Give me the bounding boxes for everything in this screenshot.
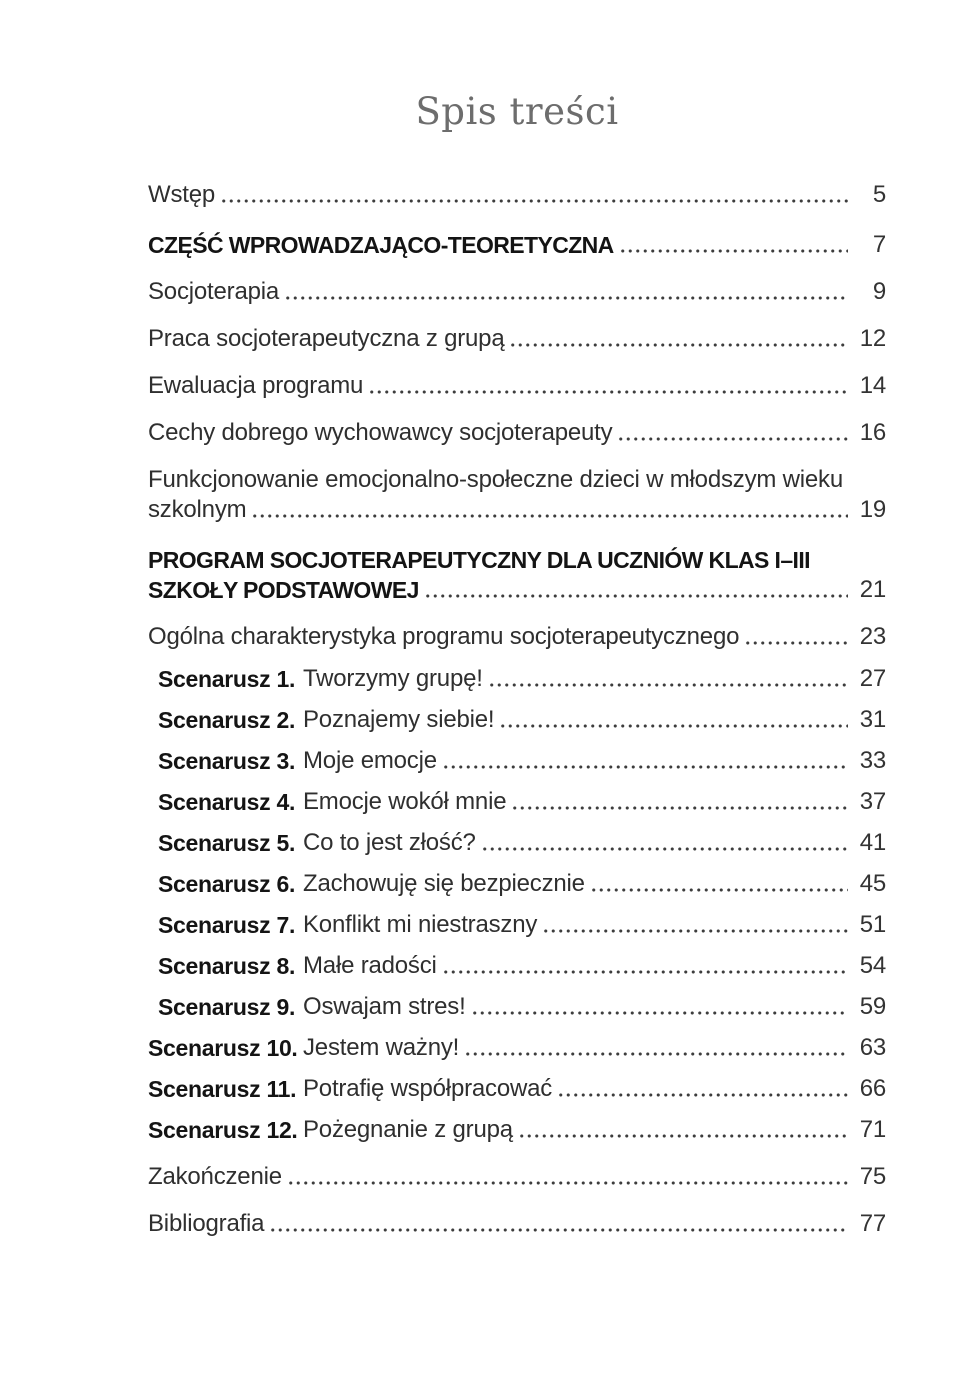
scenario-label: Scenarusz 1. [158, 666, 296, 692]
scenario-label: Scenarusz 2. [158, 707, 296, 733]
page-number: 37 [859, 788, 886, 815]
toc-scenario-entry [148, 1035, 886, 1061]
page-number: 45 [859, 870, 886, 897]
toc-entry [148, 467, 886, 493]
page-number: 59 [859, 993, 886, 1020]
scenario-label: Scenarusz 6. [158, 871, 296, 897]
dot-leader [284, 294, 848, 302]
toc-scenario-entry [148, 666, 886, 692]
page-number: 16 [859, 419, 886, 446]
entry-title: Małe radości [303, 952, 437, 979]
entry-title: Konflikt mi niestraszny [303, 911, 538, 938]
scenario-label: Scenarusz 8. [158, 953, 296, 979]
dot-leader [269, 1226, 848, 1234]
entry-title-line2: SZKOŁY PODSTAWOWEJ [148, 577, 419, 603]
toc-scenario-entry [148, 871, 886, 897]
dot-leader [509, 341, 848, 349]
scenario-label: Scenarusz 4. [158, 789, 296, 815]
page-number: 41 [859, 829, 886, 856]
dot-leader [617, 435, 848, 443]
page-number: 75 [859, 1163, 886, 1190]
page-number: 54 [859, 952, 886, 979]
dot-leader [557, 1091, 848, 1099]
entry-title: Tworzymy grupę! [303, 665, 483, 692]
entry-title: CZĘŚĆ WPROWADZAJĄCO-TEORETYCZNA [148, 232, 614, 258]
page-number: 12 [859, 325, 886, 352]
page-number: 66 [859, 1075, 886, 1102]
scenario-label: Scenarusz 11. [148, 1076, 297, 1102]
scenario-label: Scenarusz 12. [148, 1117, 298, 1143]
entry-title: Potrafię współpracować [303, 1075, 553, 1102]
toc-entry [148, 420, 886, 446]
toc-scenario-entry [148, 830, 886, 856]
toc-entry [148, 373, 886, 399]
toc-entry [148, 279, 886, 305]
page-number: 51 [859, 911, 886, 938]
toc-entry [148, 1164, 886, 1190]
toc-heading-entry [148, 232, 886, 258]
toc-scenario-entry [148, 994, 886, 1020]
entry-title: Moje emocje [303, 747, 437, 774]
dot-leader [488, 681, 848, 689]
toc-scenario-entry [148, 748, 886, 774]
toc-entry [148, 497, 886, 523]
toc-entry [148, 326, 886, 352]
page-number: 31 [859, 706, 886, 733]
dot-leader [368, 388, 848, 396]
page-number: 71 [859, 1116, 886, 1143]
toc-heading-entry [148, 577, 886, 603]
entry-title-line1: Funkcjonowanie emocjonalno-społeczne dzieci w młodszym wieku [148, 466, 843, 493]
entry-title: Wstęp [148, 181, 216, 208]
entry-title: Socjoterapia [148, 278, 280, 305]
page-number: 77 [859, 1210, 886, 1237]
toc-scenario-entry [148, 707, 886, 733]
dot-leader [251, 512, 848, 520]
entry-title: Bibliografia [148, 1210, 265, 1237]
dot-leader [481, 845, 848, 853]
page-number: 14 [859, 372, 886, 399]
toc-scenario-entry [148, 912, 886, 938]
entry-title: Oswajam stres! [303, 993, 466, 1020]
toc-entry [148, 1211, 886, 1237]
dot-leader [542, 927, 848, 935]
entry-title: Cechy dobrego wychowawcy socjoterapeuty [148, 419, 613, 446]
entry-title: Praca socjoterapeutyczna z grupą [148, 325, 505, 352]
entry-title: Co to jest złość? [303, 829, 476, 856]
dot-leader [499, 722, 848, 730]
dot-leader [619, 247, 848, 255]
scenario-label: Scenarusz 10. [148, 1035, 298, 1061]
scenario-label: Scenarusz 9. [158, 994, 296, 1020]
entry-title: Ogólna charakterystyka programu socjoterapeutycznego [148, 623, 740, 650]
dot-leader [511, 804, 848, 812]
entry-title: Zakończenie [148, 1163, 282, 1190]
page-number: 33 [859, 747, 886, 774]
toc-list [148, 182, 886, 1237]
dot-leader [287, 1179, 848, 1187]
entry-title: Emocje wokół mnie [303, 788, 507, 815]
toc-entry [148, 624, 886, 650]
page-number: 27 [859, 665, 886, 692]
dot-leader [744, 639, 848, 647]
entry-title-line2: szkolnym [148, 496, 247, 523]
entry-title: Poznajemy siebie! [303, 706, 495, 733]
scenario-label: Scenarusz 3. [158, 748, 296, 774]
page-number: 9 [872, 278, 886, 305]
dot-leader [471, 1009, 848, 1017]
page-number: 7 [872, 231, 886, 258]
page-number: 23 [859, 623, 886, 650]
dot-leader [424, 592, 848, 600]
entry-title: Ewaluacja programu [148, 372, 364, 399]
dot-leader [220, 197, 848, 205]
toc-scenario-entry [148, 789, 886, 815]
dot-leader [464, 1050, 848, 1058]
entry-title: Pożegnanie z grupą [303, 1116, 513, 1143]
dot-leader [442, 763, 848, 771]
entry-title: Jestem ważny! [303, 1034, 460, 1061]
page-title: Spis treści [415, 90, 619, 133]
toc-heading-entry [148, 547, 886, 573]
toc-scenario-entry [148, 953, 886, 979]
dot-leader [590, 886, 848, 894]
page-number: 5 [872, 181, 886, 208]
scenario-label: Scenarusz 5. [158, 830, 296, 856]
toc-scenario-entry [148, 1117, 886, 1143]
dot-leader [518, 1132, 848, 1140]
entry-title: Zachowuję się bezpiecznie [303, 870, 585, 897]
page-number: 21 [859, 576, 886, 603]
page-number: 63 [859, 1034, 886, 1061]
dot-leader [442, 968, 848, 976]
page-number: 19 [859, 496, 886, 523]
scenario-label: Scenarusz 7. [158, 912, 296, 938]
entry-title-line1: PROGRAM SOCJOTERAPEUTYCZNY DLA UCZNIÓW KLAS I–III [148, 547, 810, 573]
toc-scenario-entry [148, 1076, 886, 1102]
toc-entry [148, 182, 886, 208]
